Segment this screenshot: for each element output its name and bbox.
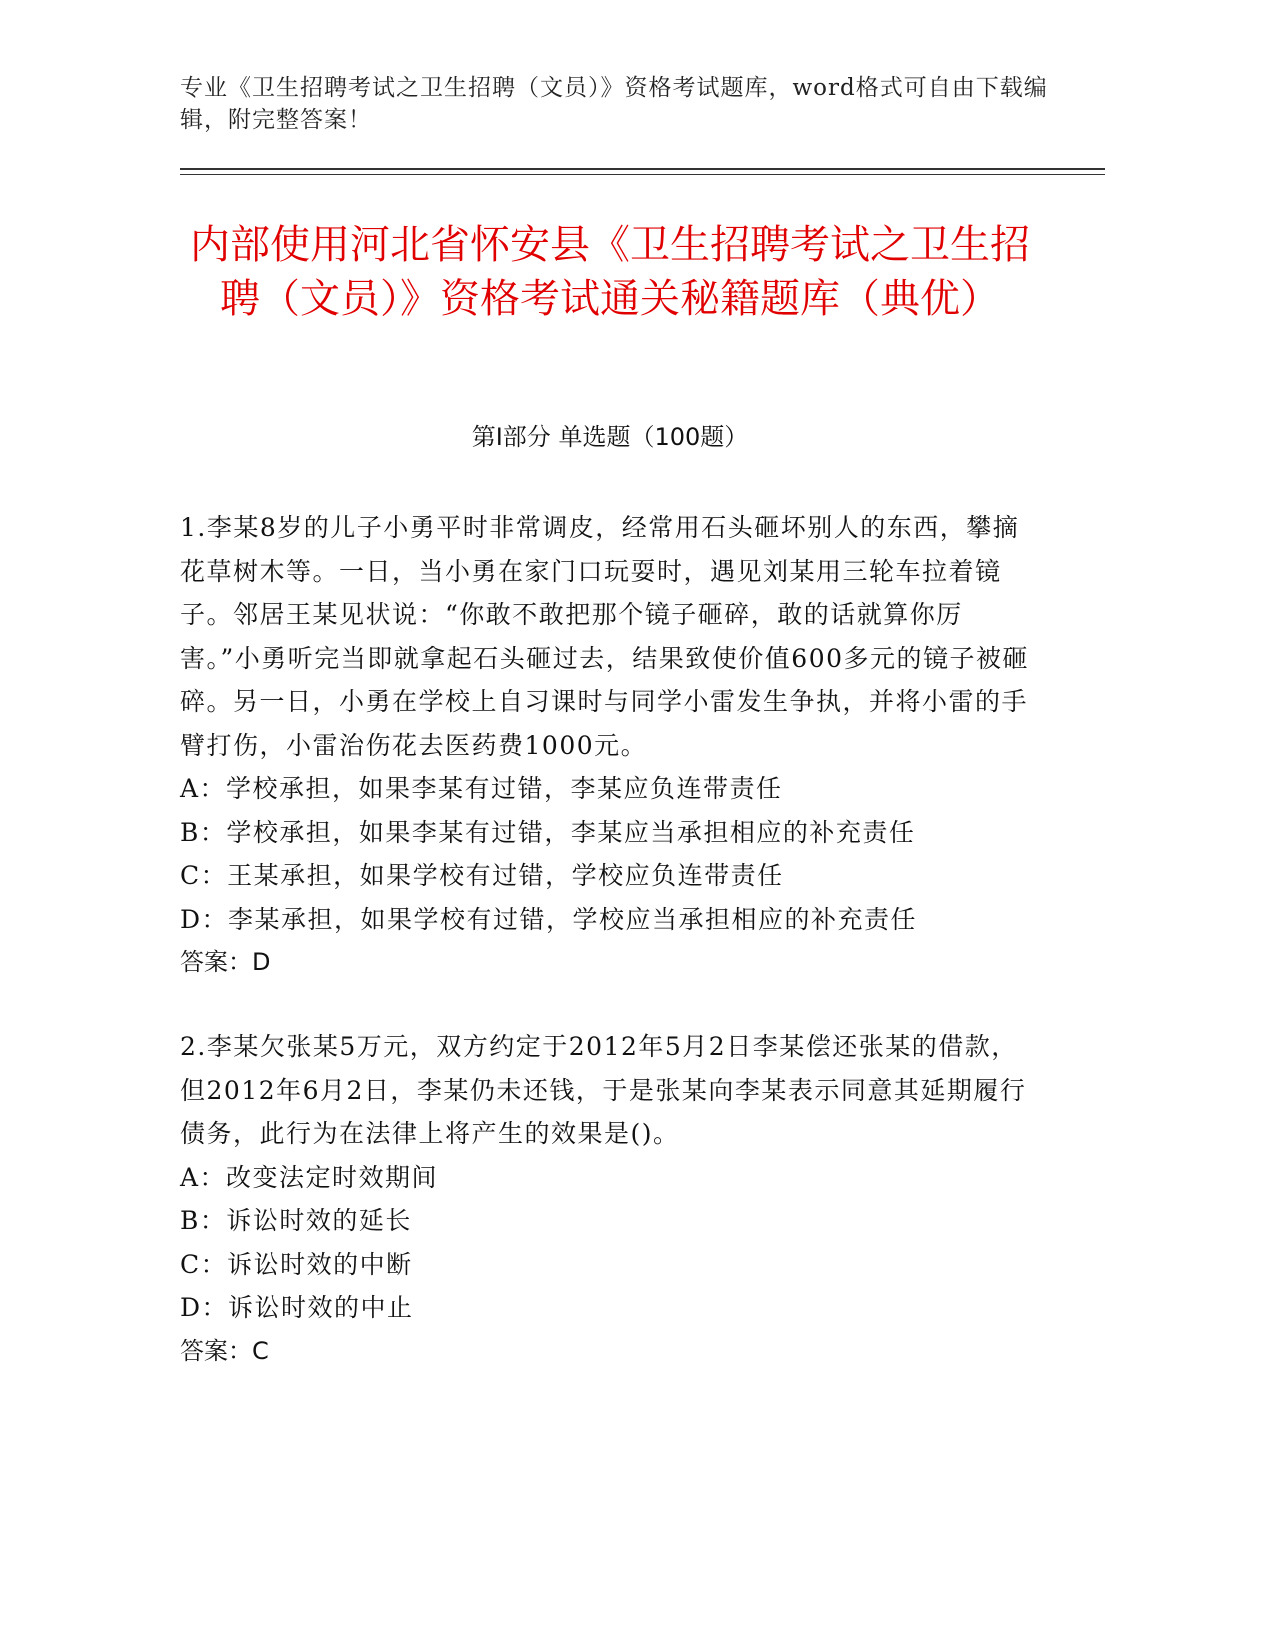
document-title: 内部使用河北省怀安县《卫生招聘考试之卫生招聘（文员）》资格考试通关秘籍题库（典优） [190,222,1030,322]
option-b: B：诉讼时效的延长 [180,1206,412,1235]
header-divider-thin [180,174,1105,175]
option-a: A：学校承担，如果李某有过错，李某应负连带责任 [180,774,783,803]
option-a: A：改变法定时效期间 [180,1162,439,1192]
question-1 [180,506,1030,985]
option-b: B：学校承担，如果李某有过错，李某应当承担相应的补充责任 [180,817,916,847]
question-2 [180,1025,1030,1373]
section-heading: 第Ⅰ部分 单选题（100题） [471,423,749,451]
answer-label: 答案：D [180,948,271,976]
option-d: D：诉讼时效的中止 [180,1293,414,1322]
question-stem: 2.李某欠张某5万元，双方约定于2012年5月2日李某偿还张某的借款，但2012年6月2日，李某仍未还钱，于是张某向李某表示同意其延期履行债务，此行为在法律上将产生的效果是()。 [180,1032,1027,1148]
option-c: C：诉讼时效的中断 [180,1249,413,1279]
question-stem: 1.李某8岁的儿子小勇平时非常调皮，经常用石头砸坏别人的东西，攀摘花草树木等。一日，当小勇在家门口玩耍时，遇见刘某用三轮车拉着镜子。邻居王某见状说：“你敢不敢把那个镜子砸碎，敢的话就算你厉害。”小勇听完当即就拿起石头砸过去，结果致使价值600多元的镜子被砸碎。另一日，小勇在学校上自习课时与同学小雷发生争执，并将小雷的手臂打伤，小雷治伤花去医药费1000元。 [180,513,1030,760]
answer-label: 答案：C [180,1336,269,1365]
option-c: C：王某承担，如果学校有过错，学校应负连带责任 [180,861,784,890]
header-divider-thick [180,168,1105,170]
option-d: D：李某承担，如果学校有过错，学校应当承担相应的补充责任 [180,904,918,934]
header-note: 专业《卫生招聘考试之卫生招聘（文员）》资格考试题库，word格式可自由下载编辑，附完整答案！ [180,75,1048,133]
